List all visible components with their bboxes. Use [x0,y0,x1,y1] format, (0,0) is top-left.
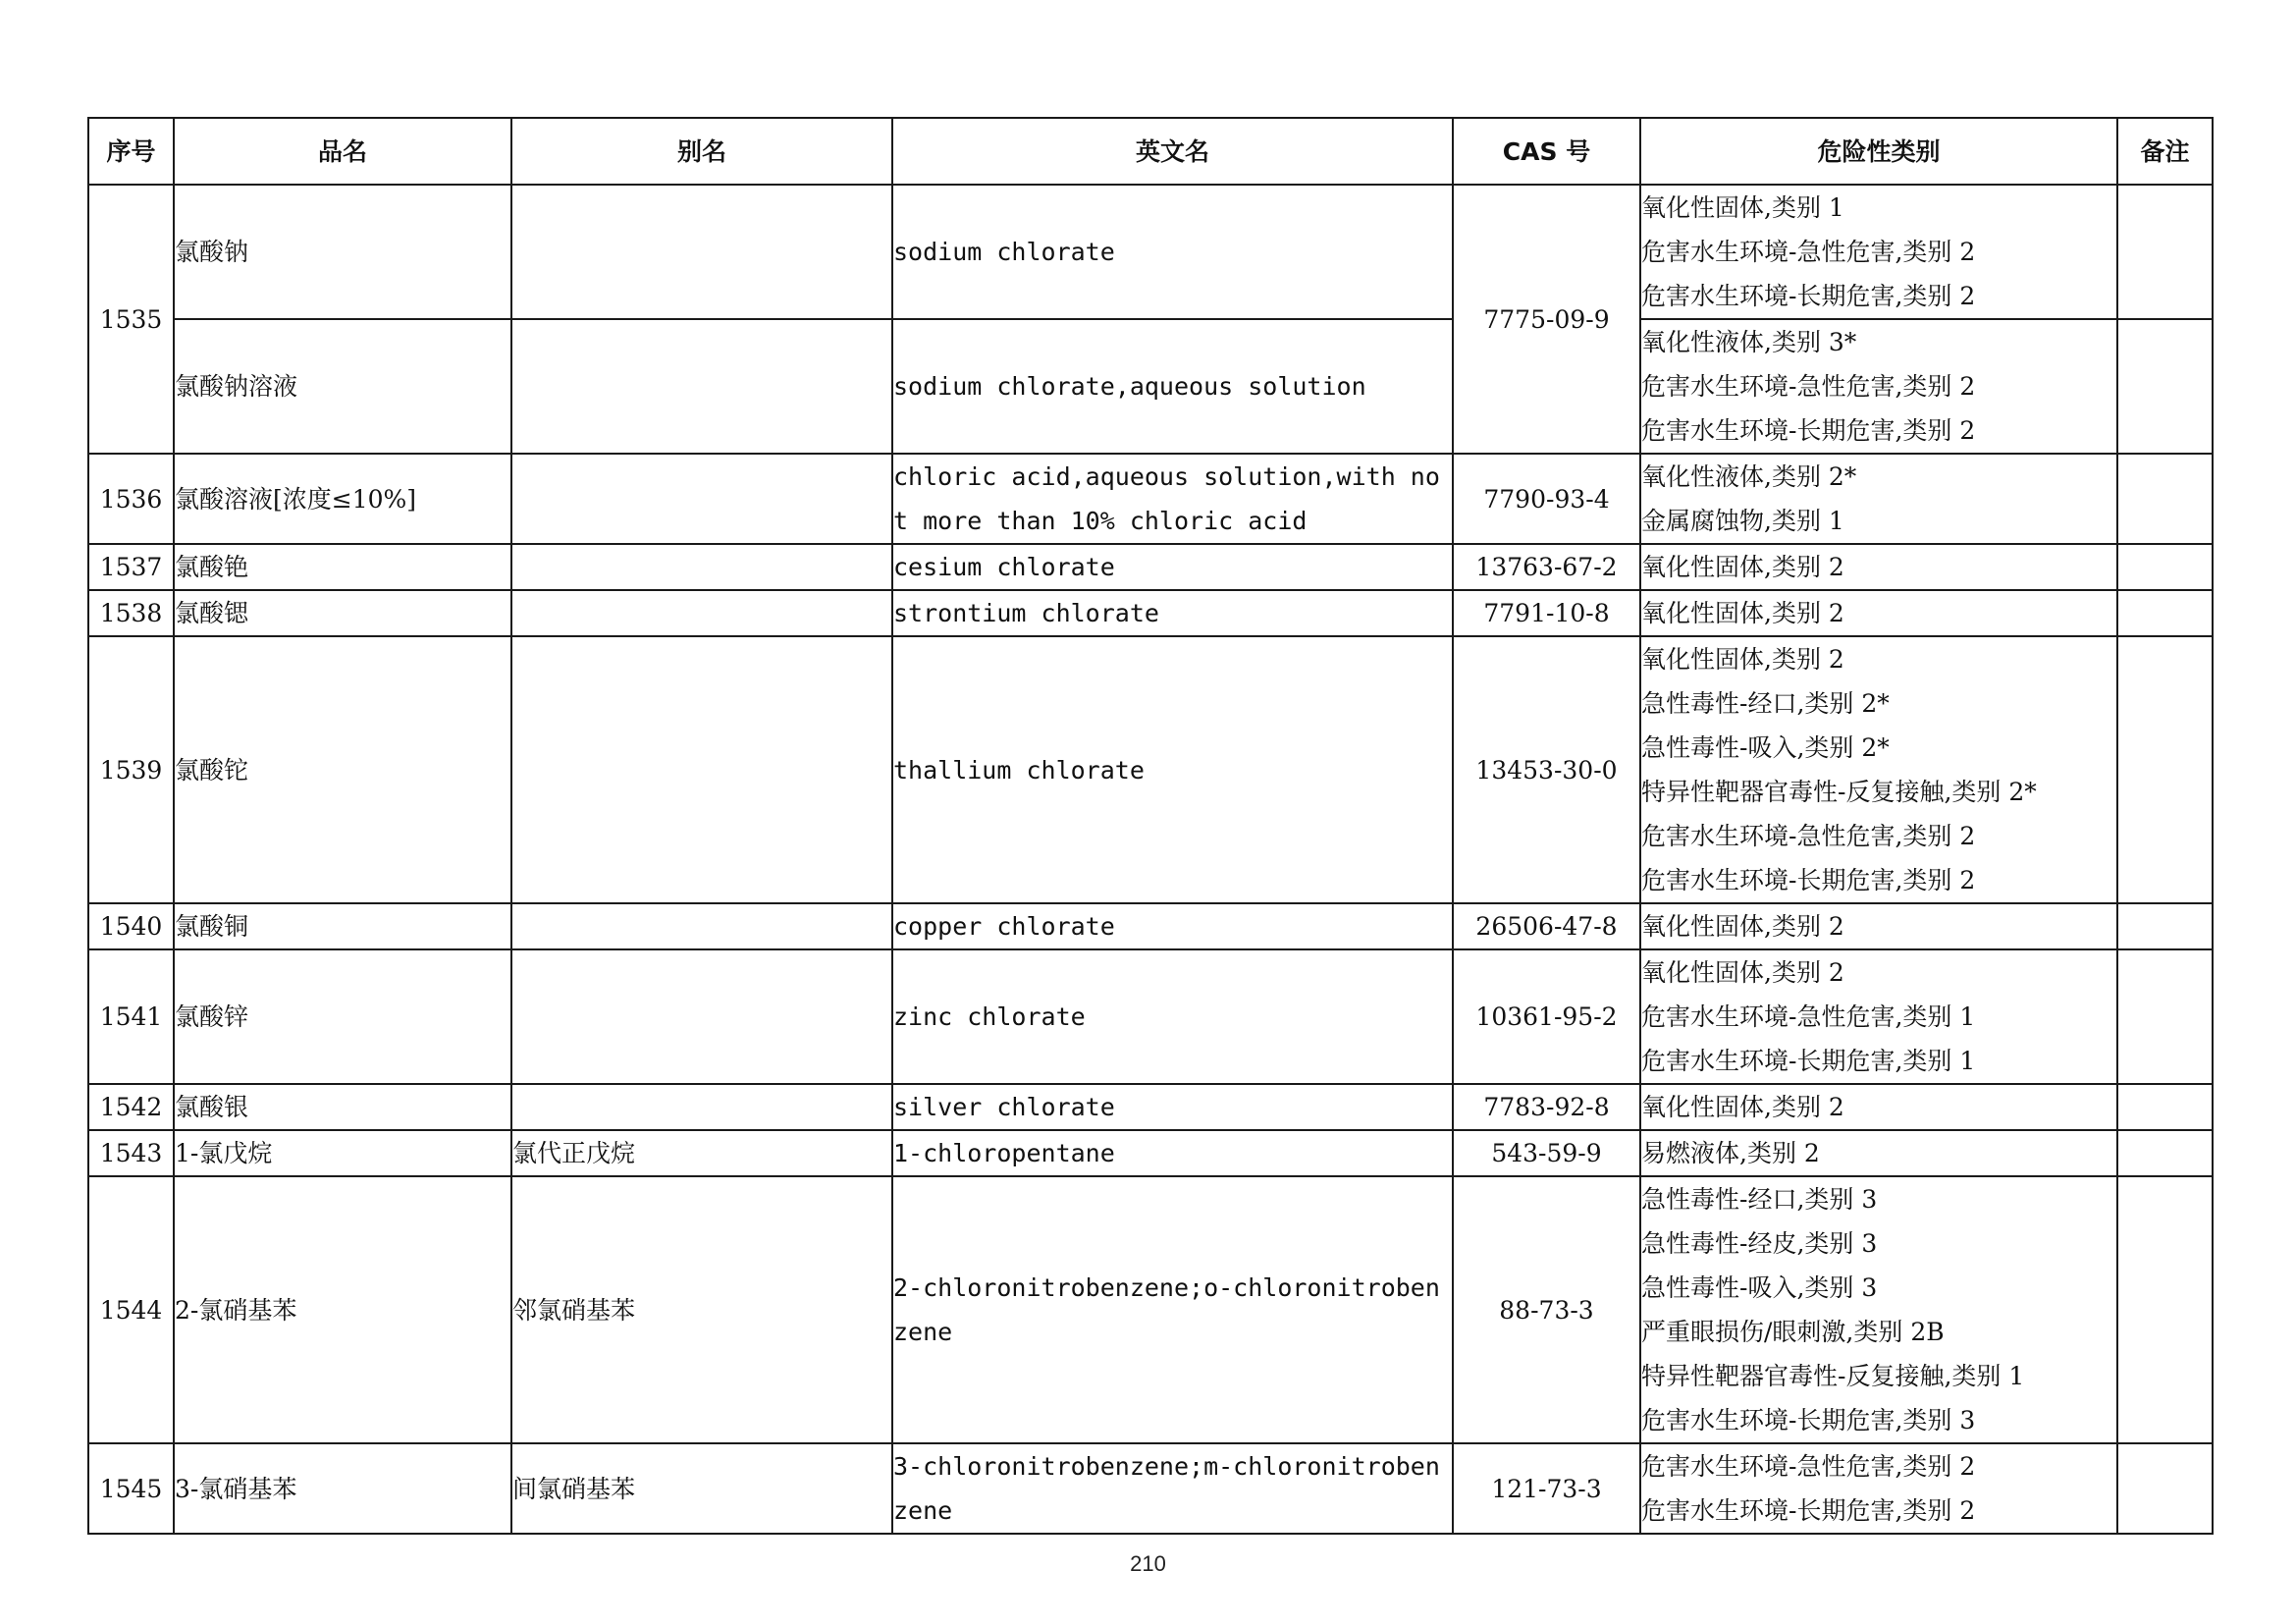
hazard-cell [1640,454,2117,544]
product-name: 1-氯戊烷 [174,1130,511,1176]
remark-cell [2117,949,2213,1084]
table-row [88,1443,2213,1534]
row-number: 1540 [88,903,174,949]
remark-cell [2117,454,2213,544]
hazard-cell [1640,636,2117,903]
product-name: 氯酸铊 [174,636,511,903]
remark-cell [2117,544,2213,590]
product-name: 氯酸溶液[浓度≤10%] [174,454,511,544]
alias-name [511,454,892,544]
hazard-line: 急性毒性-经口,类别 2* [1641,689,1890,718]
product-name: 氯酸钠溶液 [174,319,511,454]
hazard-line: 氧化性固体,类别 1 [1641,193,1844,222]
hazard-line: 严重眼损伤/眼刺激,类别 2B [1641,1318,1945,1346]
hazard-line: 危害水生环境-长期危害,类别 2 [1641,416,1976,445]
remark-cell [2117,319,2213,454]
table-row [88,590,2213,636]
product-name: 氯酸铯 [174,544,511,590]
remark-cell [2117,1084,2213,1130]
table-row [88,903,2213,949]
row-number: 1537 [88,544,174,590]
cas-number: 121-73-3 [1453,1443,1640,1534]
page-number: 210 [1130,1551,1166,1576]
header-name: 品名 [174,118,511,185]
english-name: 3-chloronitrobenzene;m-chloronitrobenzene [892,1443,1453,1534]
hazard-line: 急性毒性-吸入,类别 3 [1641,1273,1878,1302]
alias-name [511,590,892,636]
hazard-cell [1640,903,2117,949]
cas-number: 543-59-9 [1453,1130,1640,1176]
product-name: 3-氯硝基苯 [174,1443,511,1534]
table-row [88,185,2213,319]
alias-name [511,185,892,319]
header-alias: 别名 [511,118,892,185]
alias-name: 间氯硝基苯 [511,1443,892,1534]
remark-cell [2117,636,2213,903]
english-name: 1-chloropentane [892,1130,1453,1176]
remark-cell [2117,1130,2213,1176]
hazard-cell [1640,185,2117,319]
hazard-line: 危害水生环境-急性危害,类别 2 [1641,822,1976,850]
hazard-line: 危害水生环境-急性危害,类别 2 [1641,1452,1976,1481]
hazard-line: 危害水生环境-急性危害,类别 2 [1641,238,1976,266]
cas-number: 7790-93-4 [1453,454,1640,544]
hazard-line: 危害水生环境-长期危害,类别 2 [1641,1496,1976,1525]
header-english: 英文名 [892,118,1453,185]
alias-name [511,903,892,949]
hazard-line: 氧化性固体,类别 2 [1641,1093,1844,1121]
table-row [88,949,2213,1084]
hazard-line: 氧化性液体,类别 2* [1641,462,1857,491]
product-name: 2-氯硝基苯 [174,1176,511,1443]
cas-number: 7775-09-9 [1453,185,1640,454]
english-name: cesium chlorate [892,544,1453,590]
table-row [88,454,2213,544]
english-name: copper chlorate [892,903,1453,949]
hazard-cell [1640,1084,2117,1130]
hazard-cell [1640,319,2117,454]
remark-cell [2117,1443,2213,1534]
alias-name [511,949,892,1084]
alias-name: 氯代正戊烷 [511,1130,892,1176]
row-number: 1542 [88,1084,174,1130]
table-row [88,1130,2213,1176]
row-number: 1545 [88,1443,174,1534]
table-row [88,636,2213,903]
hazard-line: 危害水生环境-急性危害,类别 1 [1641,1002,1976,1031]
product-name: 氯酸铜 [174,903,511,949]
remark-cell [2117,903,2213,949]
cas-number: 88-73-3 [1453,1176,1640,1443]
hazard-line: 危害水生环境-长期危害,类别 3 [1641,1406,1976,1435]
hazard-line: 易燃液体,类别 2 [1641,1139,1820,1167]
product-name: 氯酸银 [174,1084,511,1130]
hazard-line: 氧化性固体,类别 2 [1641,645,1844,674]
hazard-line: 氧化性固体,类别 2 [1641,599,1844,627]
english-name: sodium chlorate,aqueous solution [892,319,1453,454]
hazard-line: 急性毒性-经口,类别 3 [1641,1185,1878,1214]
hazard-line: 氧化性固体,类别 2 [1641,553,1844,581]
product-name: 氯酸锌 [174,949,511,1084]
header-no: 序号 [88,118,174,185]
row-number: 1544 [88,1176,174,1443]
header-hazard: 危险性类别 [1640,118,2117,185]
remark-cell [2117,590,2213,636]
chemical-table [87,117,2214,1535]
hazard-line: 氧化性固体,类别 2 [1641,912,1844,941]
cas-number: 26506-47-8 [1453,903,1640,949]
header-remark: 备注 [2117,118,2213,185]
hazard-line: 危害水生环境-长期危害,类别 2 [1641,282,1976,310]
remark-cell [2117,185,2213,319]
english-name: sodium chlorate [892,185,1453,319]
english-name: silver chlorate [892,1084,1453,1130]
hazard-line: 氧化性固体,类别 2 [1641,958,1844,987]
english-name: zinc chlorate [892,949,1453,1084]
product-name: 氯酸钠 [174,185,511,319]
english-name: 2-chloronitrobenzene;o-chloronitrobenzene [892,1176,1453,1443]
hazard-line: 金属腐蚀物,类别 1 [1641,507,1844,535]
row-number: 1536 [88,454,174,544]
table-row [88,544,2213,590]
hazard-cell [1640,544,2117,590]
hazard-line: 急性毒性-吸入,类别 2* [1641,733,1890,762]
alias-name [511,1084,892,1130]
alias-name [511,544,892,590]
alias-name: 邻氯硝基苯 [511,1176,892,1443]
english-name: strontium chlorate [892,590,1453,636]
hazard-cell [1640,1130,2117,1176]
hazard-cell [1640,590,2117,636]
cas-number: 13453-30-0 [1453,636,1640,903]
header-cas: CAS 号 [1453,118,1640,185]
hazard-line: 急性毒性-经皮,类别 3 [1641,1229,1878,1258]
hazard-line: 特异性靶器官毒性-反复接触,类别 2* [1641,778,2037,806]
cas-number: 7791-10-8 [1453,590,1640,636]
row-number: 1535 [88,185,174,454]
hazard-cell [1640,1176,2117,1443]
cas-number: 13763-67-2 [1453,544,1640,590]
product-name: 氯酸锶 [174,590,511,636]
hazard-cell [1640,1443,2117,1534]
cas-number: 7783-92-8 [1453,1084,1640,1130]
row-number: 1539 [88,636,174,903]
row-number: 1543 [88,1130,174,1176]
cas-number: 10361-95-2 [1453,949,1640,1084]
table-row [88,1176,2213,1443]
row-number: 1538 [88,590,174,636]
hazard-line: 危害水生环境-长期危害,类别 2 [1641,866,1976,894]
english-name: thallium chlorate [892,636,1453,903]
row-number: 1541 [88,949,174,1084]
hazard-line: 危害水生环境-急性危害,类别 2 [1641,372,1976,401]
hazard-line: 危害水生环境-长期危害,类别 1 [1641,1047,1976,1075]
table-row [88,1084,2213,1130]
header-row [88,118,2213,185]
hazard-line: 氧化性液体,类别 3* [1641,328,1857,356]
english-name: chloric acid,aqueous solution,with not more than 10% chloric acid [892,454,1453,544]
alias-name [511,319,892,454]
hazard-line: 特异性靶器官毒性-反复接触,类别 1 [1641,1362,2025,1390]
hazard-cell [1640,949,2117,1084]
table-row [88,319,2213,454]
alias-name [511,636,892,903]
remark-cell [2117,1176,2213,1443]
